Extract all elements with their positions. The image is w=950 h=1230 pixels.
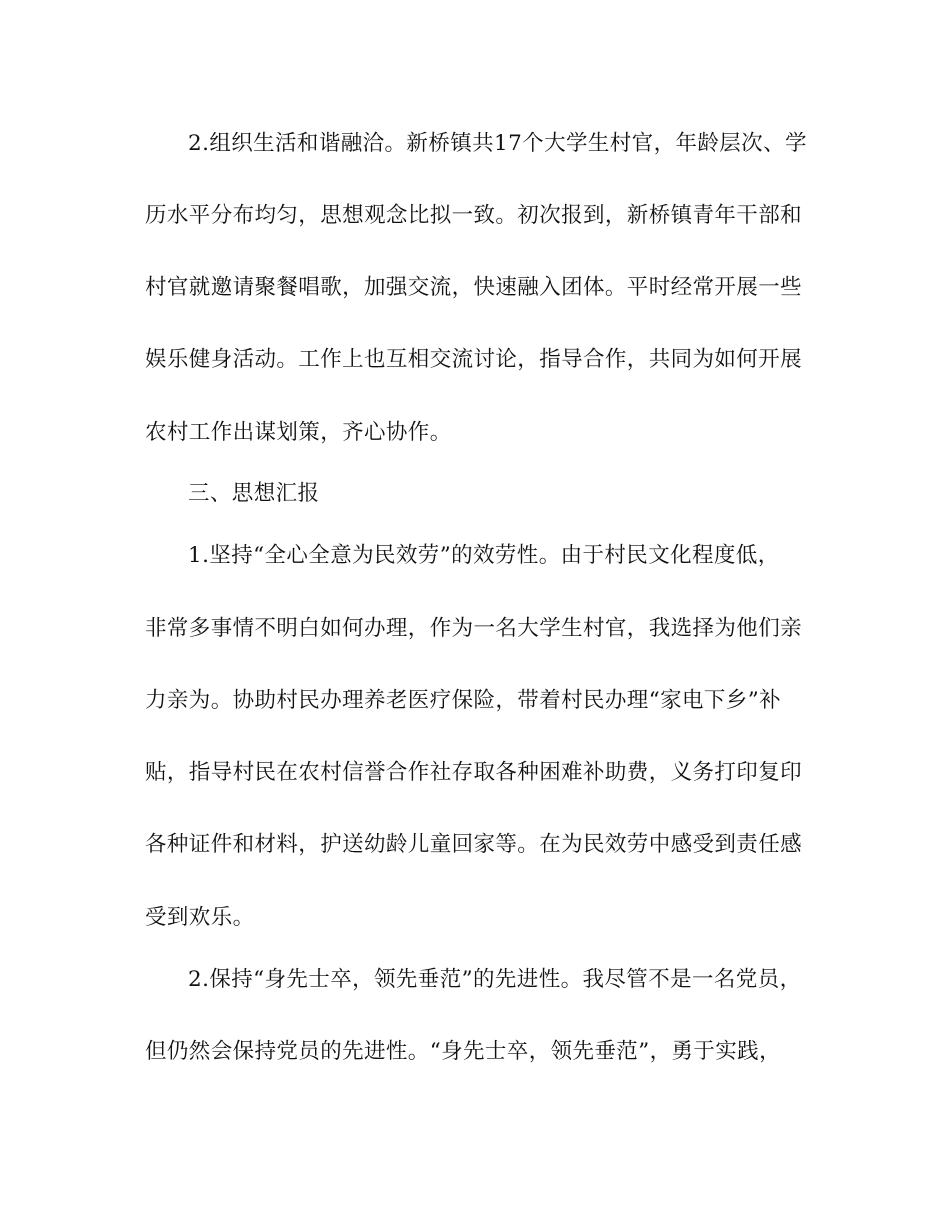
paragraph-line: 村官就邀请聚餐唱歌，加强交流，快速融入团体。平时经常开展一些	[145, 275, 803, 300]
paragraph-line: 贴，指导村民在农村信誉合作社存取各种困难补助费，义务打印复印	[145, 760, 803, 785]
paragraph-line: 力亲为。协助村民办理养老医疗保险，带着村民办理“家电下乡”补	[145, 688, 781, 713]
paragraph-line: 但仍然会保持党员的先进性。“身先士卒，领先垂范”，勇于实践，	[145, 1039, 781, 1064]
paragraph-line: 非常多事情不明白如何办理，作为一名大学生村官，我选择为他们亲	[145, 616, 803, 641]
section-heading: 三、思想汇报	[188, 481, 320, 506]
paragraph-line: 历水平分布均匀，思想观念比拟一致。初次报到，新桥镇青年干部和	[145, 203, 803, 228]
paragraph-line: 2.组织生活和谐融洽。新桥镇共17个大学生村官，年龄层次、学	[188, 131, 807, 156]
paragraph-line: 受到欢乐。	[145, 905, 255, 930]
paragraph-line: 1.坚持“全心全意为民效劳”的效劳性。由于村民文化程度低，	[188, 543, 780, 568]
paragraph-line: 2.保持“身先士卒，领先垂范”的先进性。我尽管不是一名党员，	[188, 967, 802, 992]
paragraph-line: 农村工作出谋划策，齐心协作。	[145, 420, 452, 445]
paragraph-line: 各种证件和材料，护送幼龄儿童回家等。在为民效劳中感受到责任感	[145, 832, 803, 857]
paragraph-line: 娱乐健身活动。工作上也互相交流讨论，指导合作，共同为如何开展	[145, 347, 803, 372]
